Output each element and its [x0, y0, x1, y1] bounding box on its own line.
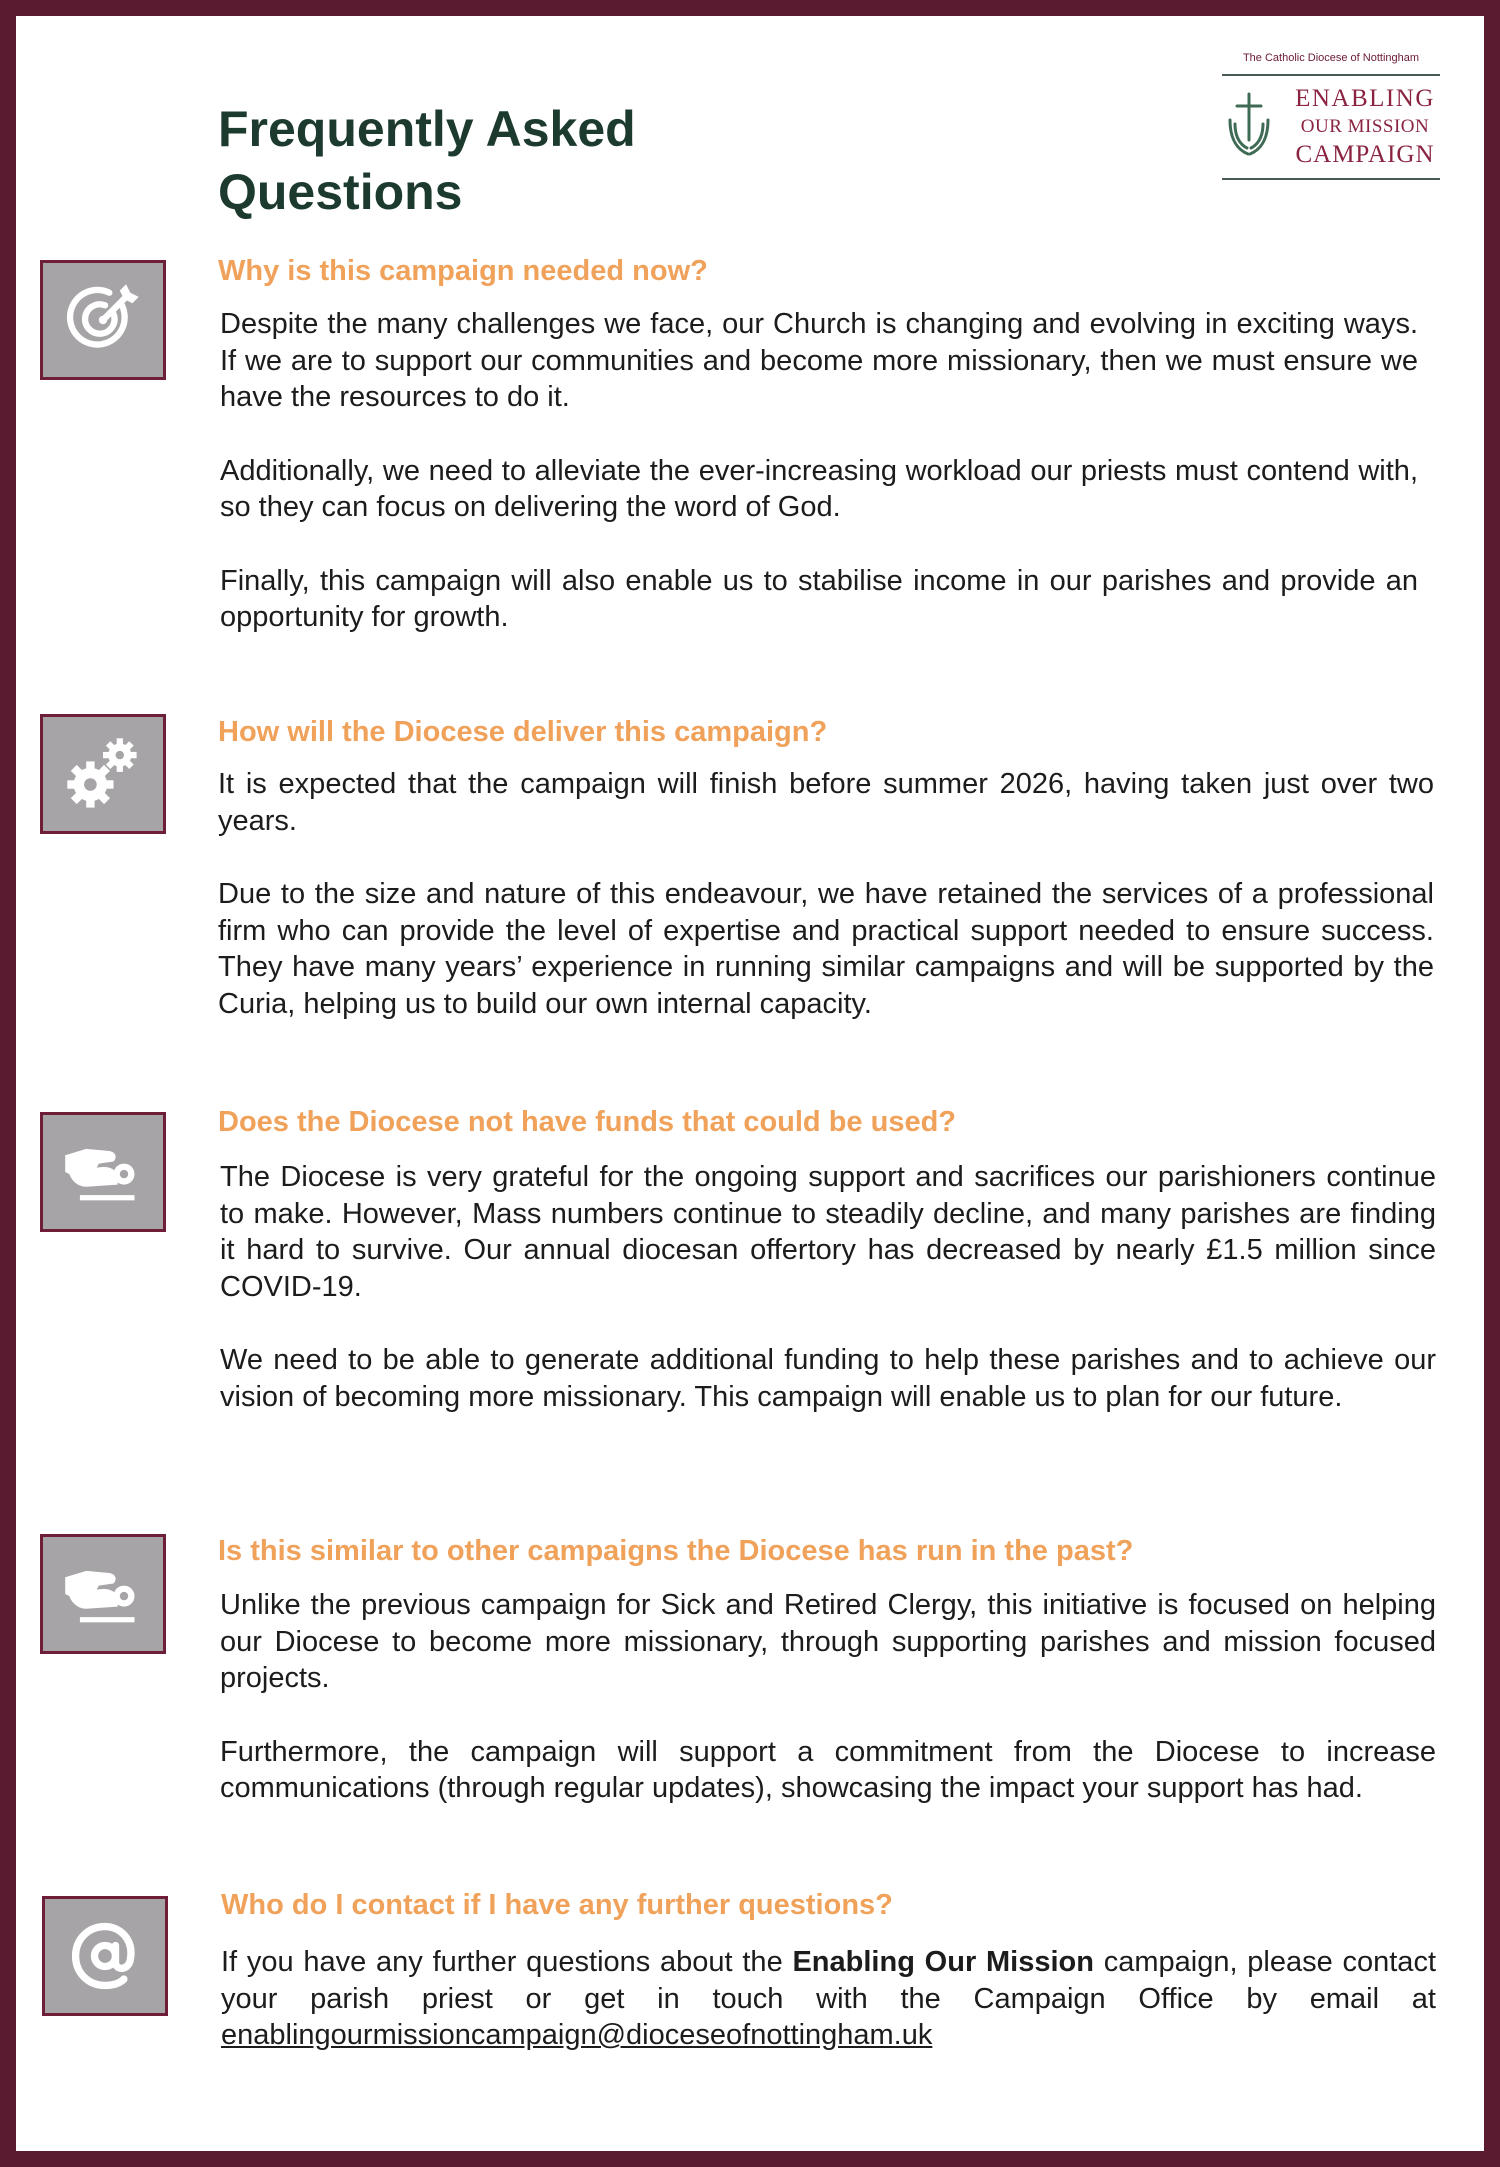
faq-answer [221, 1944, 1436, 2054]
faq-question: Does the Diocese not have funds that could be used? [218, 1106, 956, 1138]
faq-answer [218, 766, 1434, 1022]
logo-word-enabling: ENABLING [1295, 85, 1435, 112]
logo-organisation: The Catholic Diocese of Nottingham [1242, 52, 1420, 64]
logo-bottom-rule [1222, 178, 1440, 180]
faq-paragraph: Due to the size and nature of this endeavour, we have retained the services of a professional firm who can provide the level of expertise and practical support needed to ensure success. They have many years’ experience in running similar campaigns and will be supported by the Curia, helping us to build our own internal capacity. [218, 878, 1434, 1020]
faq-paragraph: We need to be able to generate additional funding to help these parishes and to achieve our vision of becoming more missionary. This campaign will enable us to plan for our future. [220, 1344, 1436, 1413]
contact-text: If you have any further questions about the [221, 1946, 793, 1978]
faq-question: Is this similar to other campaigns the Diocese has run in the past? [218, 1535, 1134, 1567]
page-title [218, 98, 636, 224]
at-sign-icon [63, 1914, 147, 1998]
faq-icon-box [40, 714, 166, 834]
contact-paragraph [221, 1944, 1436, 2054]
faq-icon-box [40, 260, 166, 380]
faq-paragraph: Despite the many challenges we face, our Church is changing and evolving in exciting ways. If we are to support our communities and become more missionary, then we must ensure we have the resources to do it. [220, 308, 1418, 413]
campaign-logo [1218, 52, 1444, 182]
contact-text: campaign, please contact your parish priest or get in touch with the Campaign Office by email at [221, 1946, 1436, 2015]
page-title-line-2: Questions [218, 164, 463, 220]
faq-paragraph: Furthermore, the campaign will support a commitment from the Diocese to increase communications (through regular updates), showcasing the impact your support has had. [220, 1735, 1436, 1804]
email-link[interactable]: enablingourmissioncampaign@dioceseofnottingham.uk [221, 2019, 933, 2051]
faq-paragraph: It is expected that the campaign will finish before summer 2026, having taken just over two years. [218, 768, 1434, 837]
faq-icon-box [42, 1896, 168, 2016]
hand-coin-icon [61, 1130, 145, 1214]
faq-paragraph: Unlike the previous campaign for Sick and Retired Clergy, this initiative is focused on helping our Diocese to become more missionary, through supporting parishes and mission focused projects. [220, 1589, 1436, 1694]
faq-answer [220, 1159, 1436, 1415]
page-title-line-1: Frequently Asked [218, 101, 636, 157]
faq-answer [220, 1587, 1436, 1807]
faq-question: How will the Diocese deliver this campaign? [218, 716, 828, 748]
faq-answer [220, 306, 1418, 636]
faq-question: Who do I contact if I have any further questions? [221, 1889, 893, 1921]
faq-question: Why is this campaign needed now? [218, 255, 708, 287]
logo-top-rule [1222, 74, 1440, 76]
logo-word-campaign: CAMPAIGN [1295, 141, 1435, 168]
gears-icon [61, 732, 145, 816]
logo-word-our-mission: OUR MISSION [1300, 116, 1430, 137]
faq-paragraph: Finally, this campaign will also enable us to stabilise income in our parishes and provide an opportunity for growth. [220, 564, 1418, 633]
faq-icon-box [40, 1112, 166, 1232]
faq-paragraph: The Diocese is very grateful for the ongoing support and sacrifices our parishioners continue to make. However, Mass numbers continue to steadily decline, and many parishes are finding it hard to survive. Our annual diocesan offertory has decreased by nearly £1.5 million since COVID-19. [220, 1161, 1436, 1303]
faq-icon-box [40, 1534, 166, 1654]
cross-hands-icon [1226, 90, 1272, 160]
faq-paragraph: Additionally, we need to alleviate the ever-increasing workload our priests must contend with, so they can focus on delivering the word of God. [220, 454, 1418, 523]
logo-wordmark [1286, 84, 1444, 170]
target-icon [61, 278, 145, 362]
campaign-name: Enabling Our Mission [792, 1946, 1094, 1978]
hand-coin-icon [61, 1552, 145, 1636]
